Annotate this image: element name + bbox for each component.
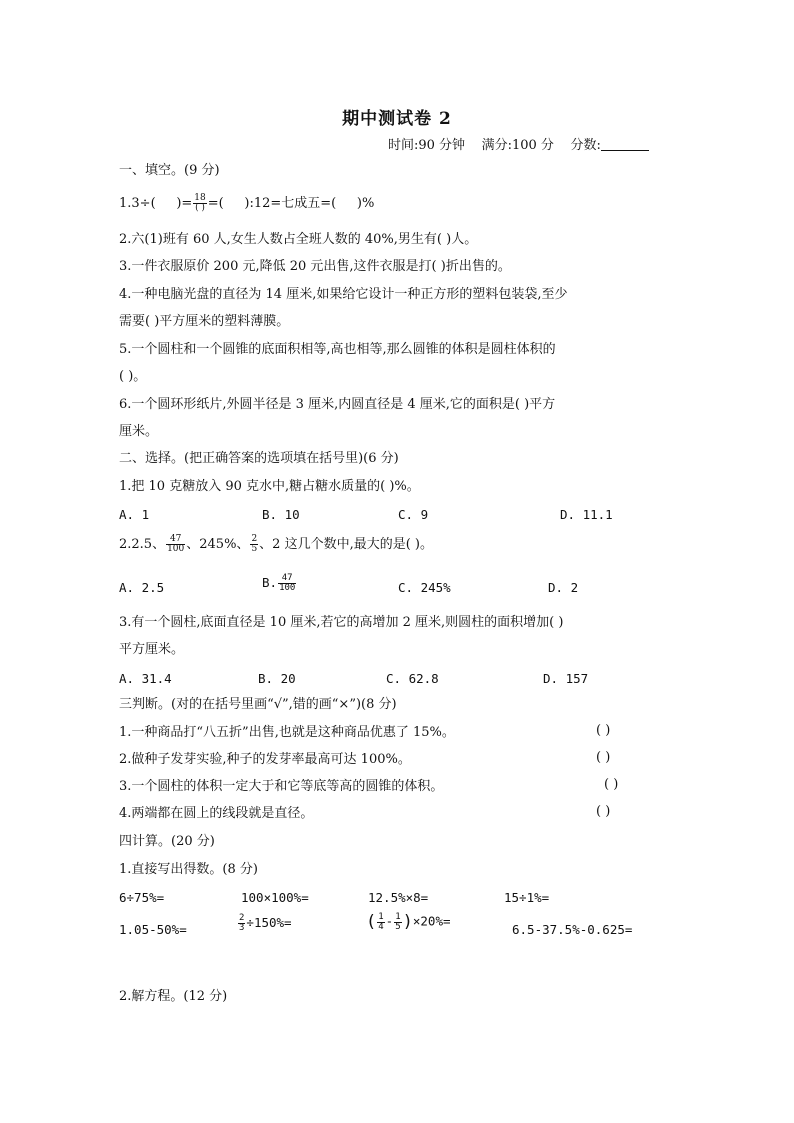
- fraction: $\frac{2}{5}$: [251, 534, 258, 554]
- calc-2-4: 6.5-37.5%-0.625=: [512, 922, 633, 937]
- fill-q2: 2.六(1)班有 60 人,女生人数占全班人数的 40%,男生有( )人。: [119, 232, 478, 247]
- section-judge-heading: 三判断。(对的在括号里画“√”,错的画“×”)(8 分): [119, 697, 397, 712]
- choice-q3-option-b: B. 20: [258, 671, 296, 686]
- judge-item-3: 3.一个圆柱的体积一定大于和它等底等高的圆锥的体积。: [119, 779, 444, 794]
- judge-answer-4[interactable]: ( ): [596, 804, 611, 819]
- choice-q3-line2: 平方厘米。: [119, 642, 185, 657]
- judge-item-4: 4.两端都在圆上的线段就是直径。: [119, 806, 314, 821]
- full-score: 满分:100 分: [481, 138, 554, 153]
- judge-answer-2[interactable]: ( ): [596, 750, 611, 765]
- score-label: 分数:: [570, 138, 601, 153]
- fraction: $\frac{47}{100}$: [279, 573, 296, 593]
- section-calc-heading: 四计算。(20 分): [119, 834, 215, 849]
- choice-q2-option-b: B. $\frac{47}{100}$: [262, 573, 296, 593]
- judge-item-2: 2.做种子发芽实验,种子的发芽率最高可达 100%。: [119, 752, 411, 767]
- time-limit: 时间:90 分钟: [388, 138, 466, 153]
- section-choice-heading: 二、选择。(把正确答案的选项填在括号里)(6 分): [119, 451, 399, 466]
- choice-q2-option-d: D. 2: [548, 580, 579, 595]
- judge-answer-1[interactable]: ( ): [596, 723, 611, 738]
- judge-answer-3[interactable]: ( ): [604, 777, 619, 792]
- choice-q2-option-a: A. 2.5: [119, 580, 165, 595]
- fill-q1: 1.3÷( )= $\frac{18}{( )}$ =( ):12=七成五=( )%: [119, 193, 375, 213]
- choice-q3-line1: 3.有一个圆柱,底面直径是 10 厘米,若它的高增加 2 厘米,则圆柱的面积增加( ): [119, 615, 564, 630]
- page-title: 期中测试卷 2: [342, 109, 452, 129]
- fill-q3: 3.一件衣服原价 200 元,降低 20 元出售,这件衣服是打( )折出售的。: [119, 259, 511, 274]
- fill-q5-line2: ( )。: [119, 369, 147, 384]
- fraction: $\frac{1}{5}$: [395, 911, 401, 932]
- fraction: $\frac{2}{3}$: [239, 913, 245, 933]
- calc-2-2: $\frac{2}{3}$ ÷150%=: [239, 913, 292, 933]
- score-blank[interactable]: [601, 136, 649, 151]
- fraction: $\frac{47}{100}$: [167, 534, 185, 554]
- calc-sub2-heading: 2.解方程。(12 分): [119, 989, 228, 1004]
- choice-q1-option-b: B. 10: [262, 507, 300, 522]
- judge-item-1: 1.一种商品打“八五折”出售,也就是这种商品优惠了 15%。: [119, 725, 455, 740]
- choice-q2: 2.2.5、 $\frac{47}{100}$ 、245%、 $\frac{2}{5}$ 、2 这几个数中,最大的是( )。: [119, 534, 433, 554]
- fill-q6-line1: 6.一个圆环形纸片,外圆半径是 3 厘米,内圆直径是 4 厘米,它的面积是( )平方: [119, 397, 556, 412]
- calc-1-2: 100×100%=: [241, 890, 309, 905]
- fraction: $\frac{18}{( )}$: [194, 193, 206, 213]
- choice-q3-option-d: D. 157: [543, 671, 589, 686]
- calc-1-3: 12.5%×8=: [368, 890, 429, 905]
- calc-2-1: 1.05-50%=: [119, 922, 187, 937]
- fill-q6-line2: 厘米。: [119, 424, 159, 439]
- fill-q4-line1: 4.一种电脑光盘的直径为 14 厘米,如果给它设计一种正方形的塑料包装袋,至少: [119, 287, 568, 302]
- choice-q1: 1.把 10 克糖放入 90 克水中,糖占糖水质量的( )%。: [119, 479, 420, 494]
- calc-1-1: 6÷75%=: [119, 890, 165, 905]
- choice-q1-option-c: C. 9: [398, 507, 429, 522]
- calc-2-3: ( $\frac{1}{4}$ - $\frac{1}{5}$ )×20%=: [366, 911, 451, 932]
- choice-q3-option-c: C. 62.8: [386, 671, 439, 686]
- choice-q3-option-a: A. 31.4: [119, 671, 172, 686]
- calc-1-4: 15÷1%=: [504, 890, 550, 905]
- choice-q2-option-c: C. 245%: [398, 580, 451, 595]
- choice-q1-option-a: A. 1: [119, 507, 150, 522]
- fraction: $\frac{1}{4}$: [378, 911, 384, 932]
- section-fill-heading: 一、填空。(9 分): [119, 163, 220, 178]
- fill-q4-line2: 需要( )平方厘米的塑料薄膜。: [119, 314, 290, 329]
- calc-sub1-heading: 1.直接写出得数。(8 分): [119, 862, 258, 877]
- exam-meta: [388, 134, 649, 153]
- fill-q5-line1: 5.一个圆柱和一个圆锥的底面积相等,高也相等,那么圆锥的体积是圆柱体积的: [119, 342, 556, 357]
- choice-q1-option-d: D. 11.1: [560, 507, 613, 522]
